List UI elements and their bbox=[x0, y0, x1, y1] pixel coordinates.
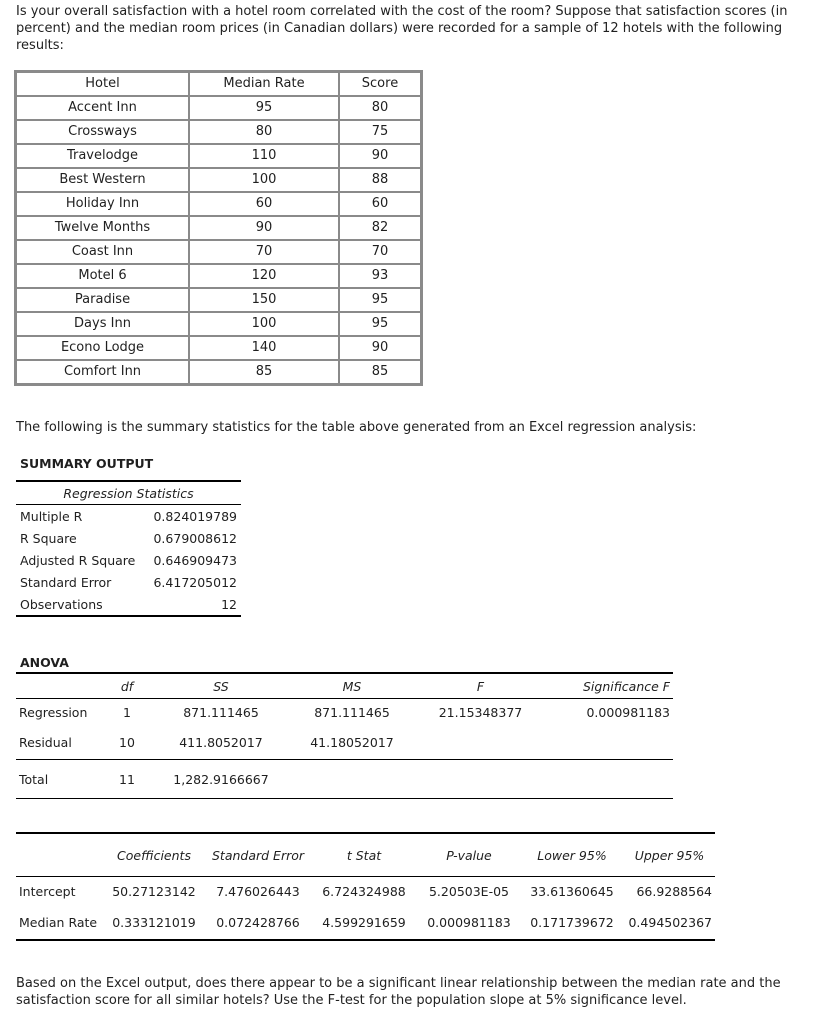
anova-header-ss: SS bbox=[156, 673, 286, 699]
hotel-name: Holiday Inn bbox=[16, 192, 189, 216]
median-rate: 150 bbox=[189, 288, 339, 312]
hotel-table bbox=[14, 70, 423, 386]
hotel-name: Econo Lodge bbox=[16, 336, 189, 360]
coefficients-table bbox=[16, 832, 715, 941]
table-row bbox=[16, 336, 421, 360]
table-row bbox=[16, 877, 715, 906]
coef-header-upper-95: Upper 95% bbox=[624, 833, 715, 877]
coef-header-standard-error: Standard Error bbox=[206, 833, 310, 877]
table-row bbox=[16, 593, 241, 616]
table-row bbox=[16, 168, 421, 192]
score: 95 bbox=[339, 288, 421, 312]
table-row bbox=[16, 905, 715, 940]
coef-value: 0.333121019 bbox=[102, 905, 206, 940]
table-row bbox=[16, 760, 673, 799]
median-rate: 140 bbox=[189, 336, 339, 360]
table-row bbox=[16, 192, 421, 216]
score: 80 bbox=[339, 96, 421, 120]
anova-header-row bbox=[16, 673, 673, 699]
question-text: Based on the Excel output, does there appear to be a significant linear relationship between the median rate and the satisfaction score for all similar hotels? Use the F-test for the population slope at 5% significance level. bbox=[16, 976, 781, 1008]
stat-label: Multiple R bbox=[20, 508, 83, 524]
median-rate: 95 bbox=[189, 96, 339, 120]
anova-header-df: df bbox=[98, 673, 156, 699]
stat-value: 6.417205012 bbox=[153, 574, 237, 590]
anova-df: 11 bbox=[98, 760, 156, 799]
anova-significance-f bbox=[543, 760, 673, 799]
anova-f bbox=[418, 726, 543, 760]
hotel-name: Coast Inn bbox=[16, 240, 189, 264]
median-rate: 60 bbox=[189, 192, 339, 216]
table-row bbox=[16, 726, 673, 760]
hotel-name: Accent Inn bbox=[16, 96, 189, 120]
coef-standard-error: 7.476026443 bbox=[216, 883, 300, 899]
stat-label: Standard Error bbox=[20, 574, 112, 590]
hotel-name: Best Western bbox=[16, 168, 189, 192]
score: 70 bbox=[339, 240, 421, 264]
coef-p-value: 0.000981183 bbox=[418, 905, 520, 940]
anova-df: 1 bbox=[123, 705, 131, 720]
anova-ss: 871.111465 bbox=[183, 705, 259, 720]
score: 82 bbox=[339, 216, 421, 240]
coef-standard-error: 0.072428766 bbox=[206, 905, 310, 940]
table-row bbox=[16, 264, 421, 288]
coef-header-t-stat: t Stat bbox=[310, 833, 418, 877]
score: 93 bbox=[339, 264, 421, 288]
anova-ms: 871.111465 bbox=[314, 705, 390, 720]
anova-ss: 1,282.9166667 bbox=[156, 760, 286, 799]
anova-title: ANOVA bbox=[20, 655, 69, 670]
stat-label: Adjusted R Square bbox=[20, 552, 136, 568]
table-row bbox=[16, 288, 421, 312]
anova-ms bbox=[286, 760, 418, 799]
table-row bbox=[16, 96, 421, 120]
stat-value: 0.824019789 bbox=[153, 508, 237, 524]
stat-label: Observations bbox=[16, 593, 145, 616]
score: 90 bbox=[339, 336, 421, 360]
coef-upper-95: 66.9288564 bbox=[636, 883, 712, 899]
coef-header-p-value: P-value bbox=[418, 833, 520, 877]
anova-f: 21.15348377 bbox=[438, 705, 523, 720]
hotel-name: Travelodge bbox=[16, 144, 189, 168]
coef-header-lower-95: Lower 95% bbox=[520, 833, 624, 877]
table-row bbox=[16, 240, 421, 264]
table-row bbox=[16, 216, 421, 240]
hotel-name: Days Inn bbox=[16, 312, 189, 336]
coef-t-stat: 4.599291659 bbox=[310, 905, 418, 940]
coef-header-blank bbox=[16, 833, 102, 877]
median-rate: 100 bbox=[189, 312, 339, 336]
anova-f bbox=[418, 760, 543, 799]
table-header-row bbox=[16, 72, 421, 96]
intro-text: Is your overall satisfaction with a hotel room correlated with the cost of the room? Suppose that satisfaction scores (in percent) and the median room prices (in Canadian dollars) were recorded for a sample of 12 hotels with the following results: bbox=[16, 4, 788, 53]
anova-ss: 411.8052017 bbox=[156, 726, 286, 760]
anova-header-blank bbox=[16, 673, 98, 699]
coef-p-value: 5.20503E-05 bbox=[428, 883, 509, 899]
anova-table bbox=[16, 672, 673, 799]
summary-output-title: SUMMARY OUTPUT bbox=[20, 456, 154, 471]
coef-lower-95: 0.171739672 bbox=[520, 905, 624, 940]
median-rate: 120 bbox=[189, 264, 339, 288]
table-row bbox=[16, 312, 421, 336]
table-row bbox=[16, 571, 241, 593]
table-row bbox=[16, 144, 421, 168]
regression-statistics-header: Regression Statistics bbox=[16, 481, 241, 505]
median-rate: 80 bbox=[189, 120, 339, 144]
score: 75 bbox=[339, 120, 421, 144]
table-row bbox=[16, 505, 241, 528]
anova-ms: 41.18052017 bbox=[286, 726, 418, 760]
stat-value: 0.679008612 bbox=[153, 530, 237, 546]
summary-intro-text: The following is the summary statistics for the table above generated from an Excel regression analysis: bbox=[16, 420, 697, 435]
stat-value: 0.646909473 bbox=[153, 552, 237, 568]
regression-statistics-table bbox=[16, 480, 241, 617]
table-row bbox=[16, 120, 421, 144]
hotel-name: Paradise bbox=[16, 288, 189, 312]
score: 95 bbox=[339, 312, 421, 336]
score: 90 bbox=[339, 144, 421, 168]
coef-row-label: Median Rate bbox=[16, 905, 102, 940]
coef-lower-95: 33.61360645 bbox=[530, 883, 614, 899]
median-rate: 90 bbox=[189, 216, 339, 240]
hotel-name: Twelve Months bbox=[16, 216, 189, 240]
hotel-name: Crossways bbox=[16, 120, 189, 144]
header-score: Score bbox=[339, 72, 421, 96]
median-rate: 110 bbox=[189, 144, 339, 168]
anova-header-significance-f: Significance F bbox=[543, 673, 673, 699]
stat-value: 12 bbox=[145, 593, 241, 616]
coefficients-header-row bbox=[16, 833, 715, 877]
median-rate: 85 bbox=[189, 360, 339, 384]
anova-row-label: Residual bbox=[16, 726, 98, 760]
score: 88 bbox=[339, 168, 421, 192]
anova-df: 10 bbox=[98, 726, 156, 760]
coef-header-coefficients: Coefficients bbox=[102, 833, 206, 877]
anova-row-label: Total bbox=[16, 760, 98, 799]
coef-value: 50.27123142 bbox=[112, 883, 196, 899]
anova-significance-f bbox=[543, 726, 673, 760]
header-hotel: Hotel bbox=[16, 72, 189, 96]
anova-header-ms: MS bbox=[286, 673, 418, 699]
anova-header-f: F bbox=[418, 673, 543, 699]
coef-t-stat: 6.724324988 bbox=[322, 883, 406, 899]
table-row bbox=[16, 360, 421, 384]
score: 85 bbox=[339, 360, 421, 384]
header-median-rate: Median Rate bbox=[189, 72, 339, 96]
table-row bbox=[16, 527, 241, 549]
table-row bbox=[16, 549, 241, 571]
anova-row-label: Regression bbox=[19, 705, 88, 720]
hotel-name: Motel 6 bbox=[16, 264, 189, 288]
hotel-name: Comfort Inn bbox=[16, 360, 189, 384]
regression-header-row bbox=[16, 481, 241, 505]
anova-significance-f: 0.000981183 bbox=[586, 705, 670, 720]
median-rate: 100 bbox=[189, 168, 339, 192]
coef-upper-95: 0.494502367 bbox=[624, 905, 715, 940]
table-row bbox=[16, 699, 673, 727]
score: 60 bbox=[339, 192, 421, 216]
median-rate: 70 bbox=[189, 240, 339, 264]
coef-row-label: Intercept bbox=[19, 883, 76, 899]
stat-label: R Square bbox=[20, 530, 77, 546]
